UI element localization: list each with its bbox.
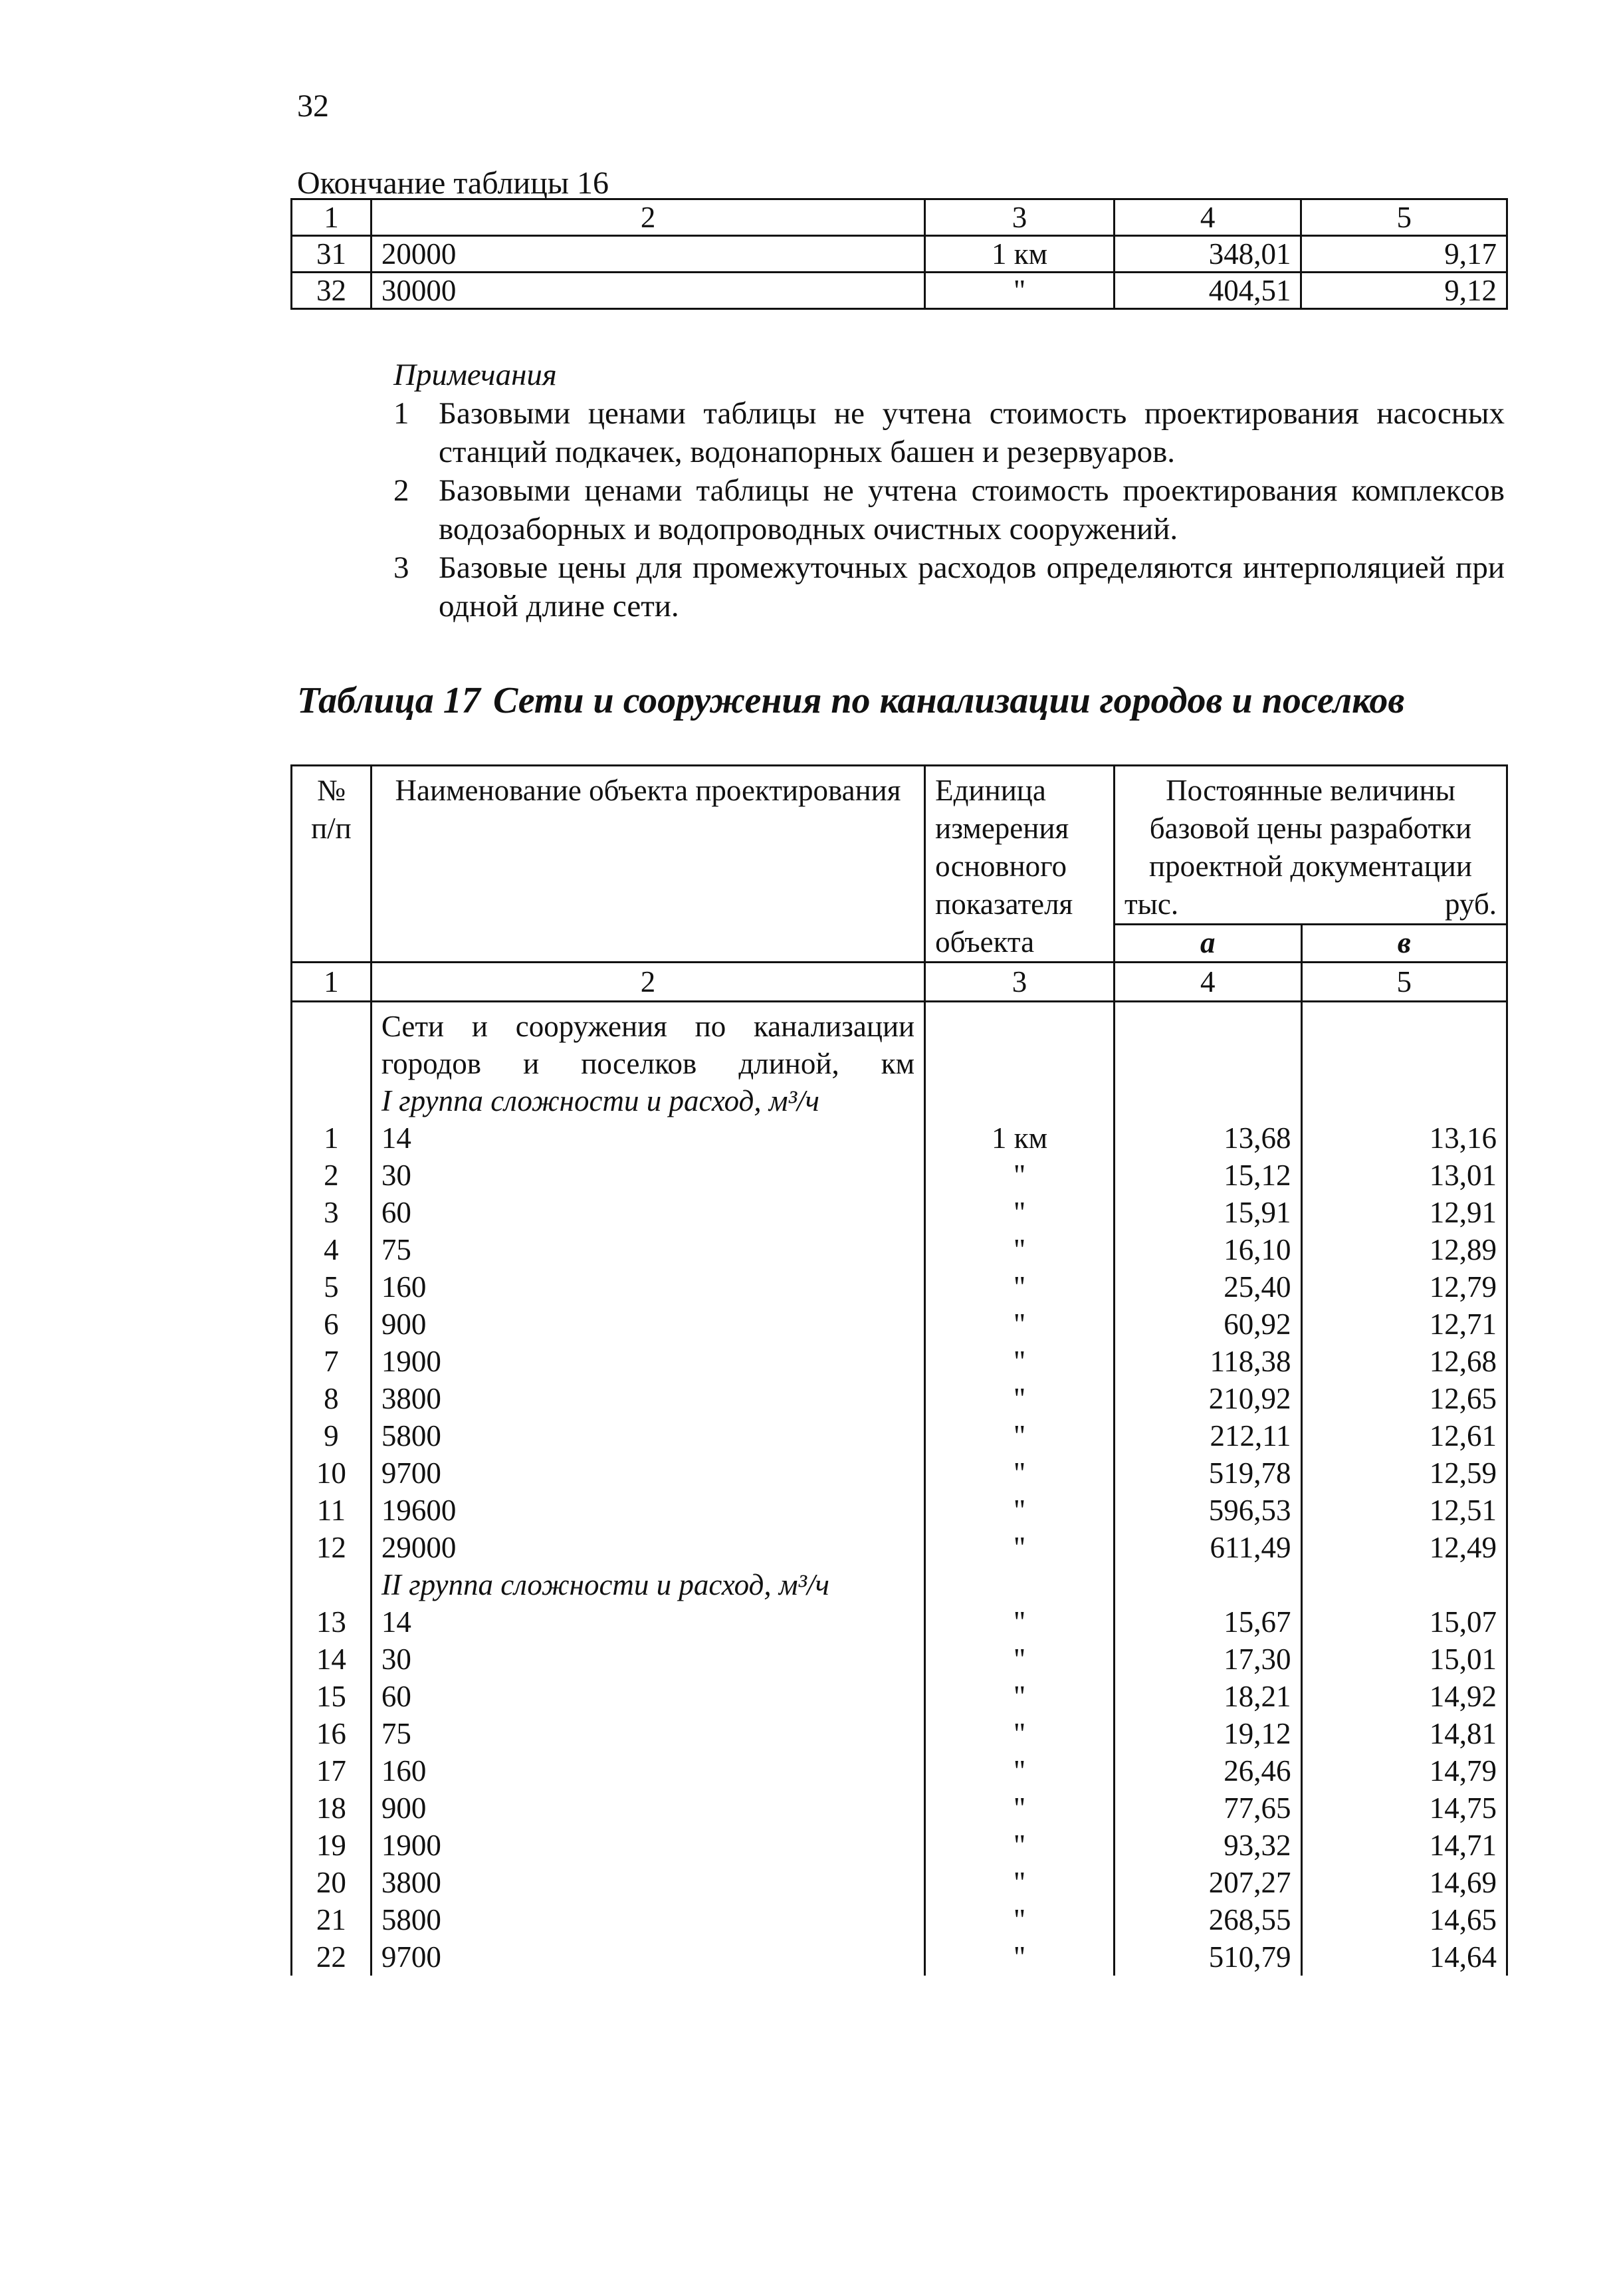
table-cell: 12,68 [1301, 1343, 1507, 1380]
table-cell: " [925, 1752, 1115, 1789]
table-row [292, 1343, 1507, 1380]
table-cell: 60 [371, 1194, 924, 1231]
table-row [292, 273, 1507, 309]
table-cell: 404,51 [1114, 273, 1301, 309]
table-cell: 5 [1301, 963, 1507, 1002]
table-row [292, 1231, 1507, 1268]
table-cell: 212,11 [1114, 1417, 1301, 1454]
table-cell: " [925, 1157, 1115, 1194]
header-unit: Единица измерения основного показателя объекта [925, 766, 1115, 963]
table-cell: 60,92 [1114, 1306, 1301, 1343]
table-row [292, 1864, 1507, 1901]
table-row [292, 1938, 1507, 1976]
table-cell: 22 [292, 1938, 372, 1976]
table-cell: 3 [925, 963, 1115, 1002]
table-cell: 7 [292, 1343, 372, 1380]
table-row [292, 1678, 1507, 1715]
table-cell: 14,75 [1301, 1789, 1507, 1827]
table-cell: 16 [292, 1715, 372, 1752]
table-cell: " [925, 1231, 1115, 1268]
table17-label: Таблица 17 [297, 680, 481, 721]
table-cell: 9700 [371, 1938, 924, 1976]
table-cell: 2 [292, 1157, 372, 1194]
table-cell: 60 [371, 1678, 924, 1715]
table17-column-numbers [292, 963, 1507, 1002]
table-cell: 20 [292, 1864, 372, 1901]
group-row [292, 1082, 1507, 1119]
table-cell: 1 км [925, 1119, 1115, 1157]
table-row [292, 1827, 1507, 1864]
table16-column-numbers [292, 199, 1507, 236]
table-cell: 12,61 [1301, 1417, 1507, 1454]
table-cell: 4 [292, 1231, 372, 1268]
table-cell: 13,68 [1114, 1119, 1301, 1157]
table-cell: 15,91 [1114, 1194, 1301, 1231]
table-cell: 510,79 [1114, 1938, 1301, 1976]
table-cell: 1900 [371, 1343, 924, 1380]
table-cell: 75 [371, 1231, 924, 1268]
table-row [292, 236, 1507, 273]
table-cell: 14,81 [1301, 1715, 1507, 1752]
header-no: № п/п [292, 766, 372, 963]
table-cell: 14 [292, 1641, 372, 1678]
table-cell: 5800 [371, 1901, 924, 1938]
table-cell: 11 [292, 1492, 372, 1529]
table-cell: 9,17 [1301, 236, 1507, 273]
table-cell: " [925, 1938, 1115, 1976]
group-row [292, 1566, 1507, 1603]
table-row [292, 1603, 1507, 1641]
table-cell: " [925, 1901, 1115, 1938]
table-row [292, 1380, 1507, 1417]
header-name: Наименование объекта проектирования [371, 766, 924, 963]
table-cell: " [925, 1827, 1115, 1864]
table-cell: 5 [292, 1268, 372, 1306]
table-row [292, 1641, 1507, 1678]
note-number: 3 [393, 550, 409, 585]
table-cell: 75 [371, 1715, 924, 1752]
table17-title-text: Сети и сооружения по канализации городов и поселков [493, 680, 1405, 721]
section-row [292, 1002, 1507, 1083]
table-cell: 19600 [371, 1492, 924, 1529]
table-cell: 15,01 [1301, 1641, 1507, 1678]
note-item [393, 471, 1505, 548]
table-cell: 15 [292, 1678, 372, 1715]
table-cell: 13 [292, 1603, 372, 1641]
table-cell: 17 [292, 1752, 372, 1789]
table-cell: 12,79 [1301, 1268, 1507, 1306]
table-cell: 20000 [371, 236, 924, 273]
table-cell: 19,12 [1114, 1715, 1301, 1752]
table-cell: 17,30 [1114, 1641, 1301, 1678]
table-cell: " [925, 273, 1115, 309]
table-cell: 12,65 [1301, 1380, 1507, 1417]
table-row [292, 1417, 1507, 1454]
table-cell: 14,79 [1301, 1752, 1507, 1789]
table-cell: 14 [371, 1119, 924, 1157]
table-cell: 3 [292, 1194, 372, 1231]
section-title: Сети и сооружения по канализации городов и поселков длиной, км [371, 1002, 924, 1083]
table-cell: " [925, 1715, 1115, 1752]
table-cell: 9,12 [1301, 273, 1507, 309]
table-cell: 26,46 [1114, 1752, 1301, 1789]
table-cell: 15,07 [1301, 1603, 1507, 1641]
note-text: Базовыми ценами таблицы не учтена стоимость проектирования комплексов водозаборных и водопроводных очистных сооружений. [439, 473, 1505, 546]
table-cell: 14,65 [1301, 1901, 1507, 1938]
table-cell: 12,89 [1301, 1231, 1507, 1268]
table-cell: 900 [371, 1789, 924, 1827]
table-cell: 9 [292, 1417, 372, 1454]
table-cell: " [925, 1678, 1115, 1715]
table-cell: 12,59 [1301, 1454, 1507, 1492]
table-cell: " [925, 1268, 1115, 1306]
table-row [292, 1901, 1507, 1938]
table-cell: 29000 [371, 1529, 924, 1566]
table-cell: 15,12 [1114, 1157, 1301, 1194]
notes-title: Примечания [393, 358, 557, 392]
table-cell: " [925, 1492, 1115, 1529]
table-cell: 13,16 [1301, 1119, 1507, 1157]
table-cell: 160 [371, 1268, 924, 1306]
table-cell: " [925, 1603, 1115, 1641]
note-text: Базовые цены для промежуточных расходов определяются интерполяцией при одной длине сети. [439, 550, 1505, 624]
table-row [292, 1529, 1507, 1566]
table17 [290, 764, 1508, 1976]
table-cell: 160 [371, 1752, 924, 1789]
table-cell: 611,49 [1114, 1529, 1301, 1566]
note-number: 2 [393, 473, 409, 508]
table-cell: 25,40 [1114, 1268, 1301, 1306]
table-cell: 3800 [371, 1380, 924, 1417]
table-cell: " [925, 1454, 1115, 1492]
table-cell: 596,53 [1114, 1492, 1301, 1529]
table-cell: 93,32 [1114, 1827, 1301, 1864]
table-cell: " [925, 1343, 1115, 1380]
header-price: Постоянные величины базовой цены разработки проектной документации тыс. руб. [1114, 766, 1507, 925]
table-cell: 12 [292, 1529, 372, 1566]
table-cell: " [925, 1529, 1115, 1566]
table-cell: 31 [292, 236, 372, 273]
table-cell: 9700 [371, 1454, 924, 1492]
table-cell: 30000 [371, 273, 924, 309]
table17-title [297, 679, 1404, 722]
table-cell: 21 [292, 1901, 372, 1938]
table16-continuation-caption: Окончание таблицы 16 [297, 166, 609, 201]
table-cell: 4 [1114, 199, 1301, 236]
table-row [292, 1492, 1507, 1529]
table-cell: 12,71 [1301, 1306, 1507, 1343]
table-cell: 14,71 [1301, 1827, 1507, 1864]
table-cell: 207,27 [1114, 1864, 1301, 1901]
table-row [292, 1454, 1507, 1492]
table-cell: 2 [371, 199, 924, 236]
table-cell: 30 [371, 1157, 924, 1194]
table-cell: 18,21 [1114, 1678, 1301, 1715]
note-item [393, 394, 1505, 471]
table-row [292, 1789, 1507, 1827]
note-text: Базовыми ценами таблицы не учтена стоимость проектирования насосных станций подкачек, водонапорных башен и резервуаров. [439, 396, 1505, 469]
table-cell: 118,38 [1114, 1343, 1301, 1380]
table-cell: 18 [292, 1789, 372, 1827]
table-cell: 13,01 [1301, 1157, 1507, 1194]
table-cell: " [925, 1194, 1115, 1231]
group2-title: II группа сложности и расход, м³/ч [371, 1566, 924, 1603]
table-cell: 268,55 [1114, 1901, 1301, 1938]
table-cell: " [925, 1789, 1115, 1827]
table-row [292, 1306, 1507, 1343]
table-cell: 348,01 [1114, 236, 1301, 273]
table-cell: 14,64 [1301, 1938, 1507, 1976]
table-cell: 3 [925, 199, 1115, 236]
table-cell: 12,91 [1301, 1194, 1507, 1231]
table-cell: 4 [1114, 963, 1301, 1002]
table-cell: 15,67 [1114, 1603, 1301, 1641]
table-cell: 2 [371, 963, 924, 1002]
table-cell: " [925, 1641, 1115, 1678]
table-row [292, 1715, 1507, 1752]
table-cell: 19 [292, 1827, 372, 1864]
table-cell: 14 [371, 1603, 924, 1641]
table-row [292, 1157, 1507, 1194]
table-cell: 30 [371, 1641, 924, 1678]
table-row [292, 1194, 1507, 1231]
table-cell: 1 [292, 963, 372, 1002]
table-cell: 6 [292, 1306, 372, 1343]
table-cell: 1 км [925, 236, 1115, 273]
table-cell: 1 [292, 199, 372, 236]
note-item [393, 548, 1505, 626]
table-cell: 519,78 [1114, 1454, 1301, 1492]
table-row [292, 1119, 1507, 1157]
table-cell: 12,51 [1301, 1492, 1507, 1529]
table-cell: " [925, 1306, 1115, 1343]
table-cell: 10 [292, 1454, 372, 1492]
table-cell: 16,10 [1114, 1231, 1301, 1268]
table-cell: 8 [292, 1380, 372, 1417]
note-number: 1 [393, 396, 409, 431]
table-cell: 32 [292, 273, 372, 309]
table-cell: " [925, 1380, 1115, 1417]
table-cell: 3800 [371, 1864, 924, 1901]
notes-section [393, 356, 1505, 626]
table-cell: 900 [371, 1306, 924, 1343]
table-cell: 5800 [371, 1417, 924, 1454]
table-cell: 14,92 [1301, 1678, 1507, 1715]
table-cell: " [925, 1864, 1115, 1901]
header-b: в [1301, 925, 1507, 963]
table-cell: 1 [292, 1119, 372, 1157]
table-cell: " [925, 1417, 1115, 1454]
table16-continuation [290, 198, 1508, 310]
table-cell: 12,49 [1301, 1529, 1507, 1566]
table-row [292, 1268, 1507, 1306]
page-number: 32 [297, 88, 329, 124]
header-a: а [1114, 925, 1301, 963]
table-cell: 14,69 [1301, 1864, 1507, 1901]
table-row [292, 1752, 1507, 1789]
table-cell: 77,65 [1114, 1789, 1301, 1827]
table-cell: 1900 [371, 1827, 924, 1864]
table-cell: 5 [1301, 199, 1507, 236]
group1-title: I группа сложности и расход, м³/ч [371, 1082, 924, 1119]
table17-header-row [292, 766, 1507, 925]
table-cell: 210,92 [1114, 1380, 1301, 1417]
